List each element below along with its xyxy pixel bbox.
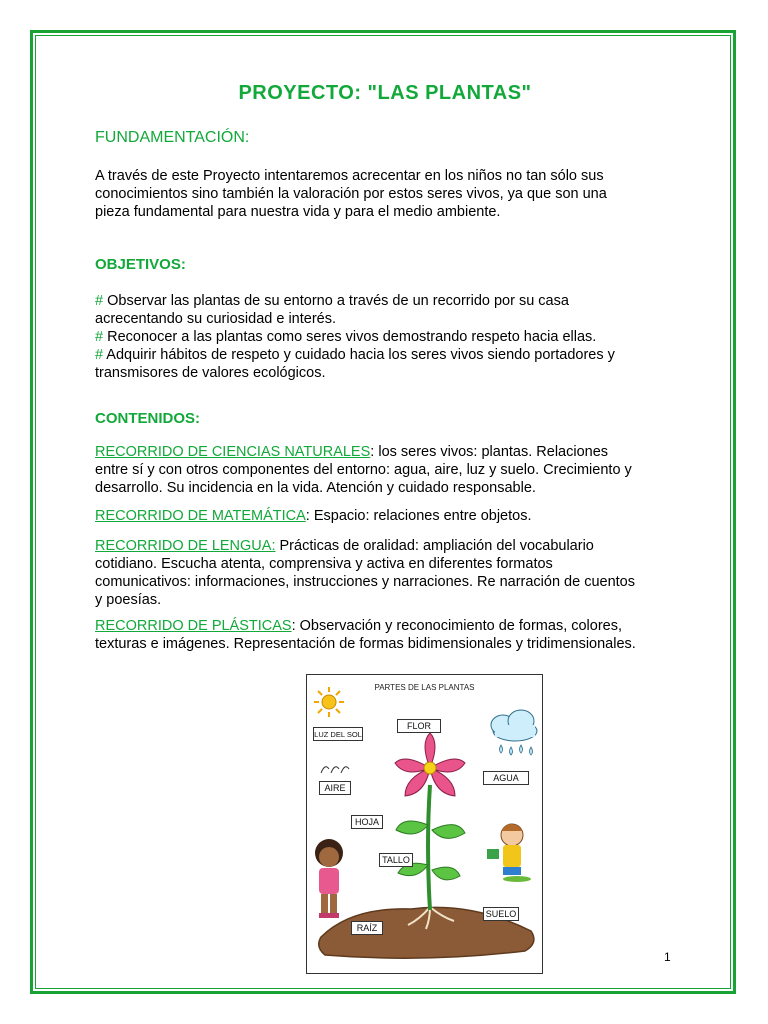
page-number: 1 xyxy=(664,950,671,964)
label-hoja: HOJA xyxy=(351,815,383,829)
figure-title: PARTES DE LAS PLANTAS xyxy=(374,683,475,692)
label-tallo: TALLO xyxy=(379,853,413,867)
link-lengua[interactable]: RECORRIDO DE LENGUA: xyxy=(95,538,276,554)
fundamentacion-text xyxy=(95,167,675,221)
page-title: PROYECTO: "LAS PLANTAS" xyxy=(238,82,532,104)
objetivo-line: # Reconocer a las plantas como seres vivos demostrando respeto hacia ellas. xyxy=(95,329,597,345)
objetivo-line: # Adquirir hábitos de respeto y cuidado hacia los seres vivos siendo portadores y xyxy=(95,347,615,363)
objetivos-heading: OBJETIVOS: xyxy=(95,256,186,273)
bullet-hash: # xyxy=(95,293,104,309)
contenido-plasticas: RECORRIDO DE PLÁSTICAS: Observación y reconocimiento de formas, colores, texturas e imágenes. Representación de formas bidimensionales y tridimensionales. xyxy=(95,617,675,653)
text-line: comunicativos: informaciones, instrucciones y narraciones. Re narración de cuentos xyxy=(95,574,635,590)
girl-figure xyxy=(315,839,343,918)
contenido-matematica: RECORRIDO DE MATEMÁTICA: Espacio: relaciones entre objetos. xyxy=(95,508,532,524)
stem xyxy=(428,785,430,910)
text-line: y poesías. xyxy=(95,592,162,608)
objetivos-list xyxy=(95,292,675,382)
sun-icon xyxy=(314,687,344,717)
label-raiz: RAÍZ xyxy=(351,921,383,935)
fundamentacion-heading: FUNDAMENTACIÓN: xyxy=(95,129,250,146)
objetivo-line: acrecentando su curiosidad e interés. xyxy=(95,311,337,327)
text-line: A través de este Proyecto intentaremos acrecentar en los niños no tan sólo sus xyxy=(95,168,604,184)
label-luz-del-sol: LUZ DEL SOL xyxy=(313,727,363,741)
boy-figure xyxy=(487,824,531,882)
text-line: cotidiano. Escucha atenta, comprensiva y activa en diferentes formatos xyxy=(95,556,553,572)
link-matematica[interactable]: RECORRIDO DE MATEMÁTICA xyxy=(95,508,306,524)
plant-parts-figure xyxy=(306,674,543,974)
leaves xyxy=(396,821,465,880)
objetivo-line: transmisores de valores ecológicos. xyxy=(95,365,326,381)
label-suelo: SUELO xyxy=(483,907,519,921)
objetivo-line: # Observar las plantas de su entorno a través de un recorrido por su casa xyxy=(95,293,569,309)
bullet-hash: # xyxy=(95,329,104,345)
text-line: entre sí y con otros componentes del entorno: agua, aire, luz y suelo. Crecimiento y xyxy=(95,462,632,478)
wind-icon xyxy=(321,767,349,773)
link-ciencias-naturales[interactable]: RECORRIDO DE CIENCIAS NATURALES xyxy=(95,444,371,460)
bullet-hash: # xyxy=(95,347,104,363)
rain-cloud-icon xyxy=(491,710,537,755)
text-line: desarrollo. Su incidencia en la vida. Atención y cuidado responsable. xyxy=(95,480,536,496)
label-agua: AGUA xyxy=(483,771,529,785)
contenido-ciencias: RECORRIDO DE CIENCIAS NATURALES: los seres vivos: plantas. Relaciones entre sí y con otros componentes del entorno: agua, aire, luz y suelo. Crecimiento y desarrollo. Su incidencia en la vida. Atención y cuidado responsable. xyxy=(95,443,675,497)
label-flor: FLOR xyxy=(397,719,441,733)
contenidos-heading: CONTENIDOS: xyxy=(95,410,200,427)
label-aire: AIRE xyxy=(319,781,351,795)
text-line: texturas e imágenes. Representación de formas bidimensionales y tridimensionales. xyxy=(95,636,636,652)
link-plasticas[interactable]: RECORRIDO DE PLÁSTICAS xyxy=(95,618,292,634)
text-line: pieza fundamental para nuestra vida y para el medio ambiente. xyxy=(95,204,501,220)
contenido-lengua: RECORRIDO DE LENGUA: Prácticas de oralidad: ampliación del vocabulario cotidiano. Escucha atenta, comprensiva y activa en diferentes formatos comunicativos: informaciones, instrucciones y narraciones. Re narración de cuentos y poesías. xyxy=(95,537,675,609)
text-line: conocimientos sino también la valoración por estos seres vivos, ya que son una xyxy=(95,186,607,202)
